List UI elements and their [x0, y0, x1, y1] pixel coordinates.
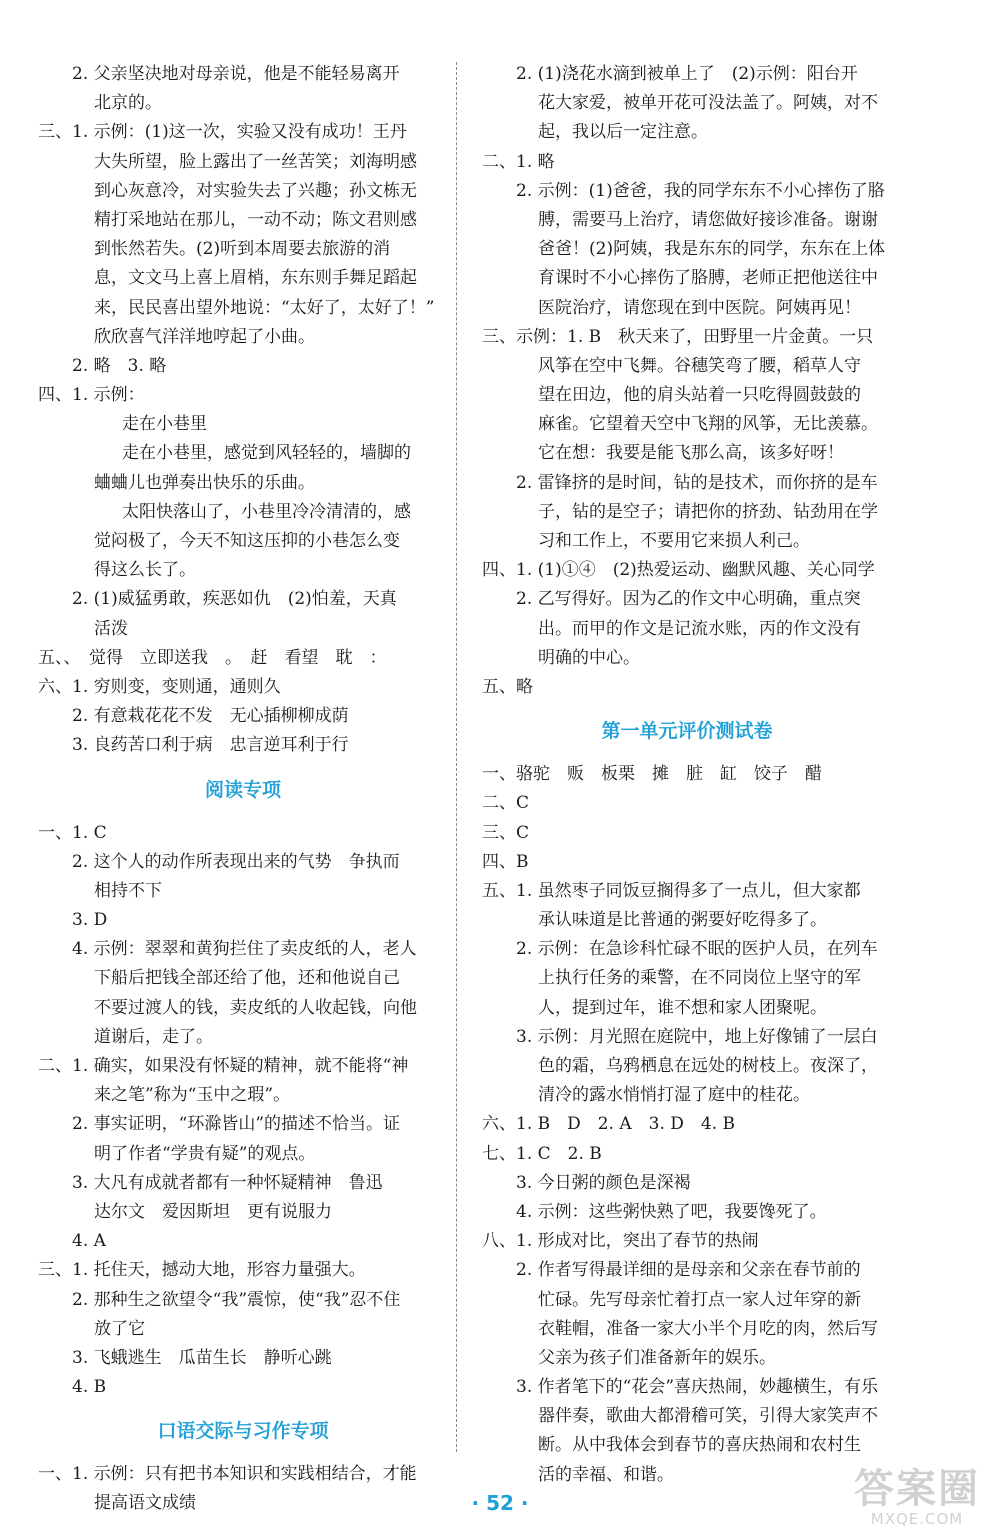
- answer-line: 承认味道是比普通的粥要好吃得多了。: [538, 910, 827, 931]
- answer-line: 来，民民喜出望外地说：“太好了，太好了！”: [94, 297, 435, 318]
- answer-line: 不要过渡人的钱，卖皮纸的人收起钱，向他: [94, 997, 417, 1018]
- answer-line: 一、骆驼 贩 板栗 摊 脏 缸 饺子 醋: [482, 764, 822, 785]
- answer-line: 2. (1)威猛勇敢，疾恶如仇 (2)怕羞，天真: [72, 589, 397, 610]
- answer-line: 2. 作者写得最详细的是母亲和父亲在春节前的: [516, 1260, 861, 1281]
- answer-line: 得这么长了。: [94, 560, 196, 581]
- answer-line: 2. (1)浇花水滴到被单上了 (2)示例：阳台开: [516, 64, 858, 84]
- answer-line: 七、1. C 2. B: [482, 1143, 602, 1164]
- answer-line: 活泼: [94, 618, 128, 639]
- answer-line: 放了它: [94, 1318, 145, 1339]
- answer-line: 来之笔”称为“玉中之瑕”。: [94, 1085, 291, 1106]
- answer-line: 忙碌。先写母亲忙着打点一家人过年穿的新: [538, 1289, 861, 1310]
- answer-line: 4. B: [72, 1377, 107, 1398]
- answer-line: 相持不下: [94, 880, 162, 901]
- answer-line: 色的霜，乌鸦栖息在远处的树枝上。夜深了，: [538, 1056, 878, 1076]
- answer-line: 明了作者“学贵有疑”的观点。: [94, 1143, 316, 1164]
- answer-line: 3. 今日粥的颜色是深褐: [516, 1172, 691, 1193]
- section-heading: 阅读专项: [204, 778, 281, 801]
- answer-line: 六、1. 穷则变，变则通，通则久: [38, 676, 281, 697]
- answer-line: 五、1. 虽然枣子同饭豆搁得多了一点儿，但大家都: [482, 880, 861, 901]
- column-divider: [456, 62, 457, 1452]
- answer-line: 人，提到过年，谁不想和家人团聚呢。: [538, 997, 827, 1018]
- answer-line: 膊，需要马上治疗，请您做好接诊准备。谢谢: [538, 209, 878, 230]
- answer-line: 一、1. C: [38, 822, 107, 843]
- answer-line: 2. 这个人的动作所表现出来的气势 争执而: [72, 851, 400, 872]
- answer-line: 衣鞋帽，准备一家大小半个月吃的肉，然后写: [538, 1318, 878, 1339]
- answer-line: 上执行任务的乘警，在不同岗位上坚守的军: [538, 968, 861, 989]
- answer-line: 清冷的露水悄悄打湿了庭中的桂花。: [538, 1085, 810, 1106]
- answer-line: 活的幸福、和谐。: [538, 1464, 674, 1485]
- answer-line: 4. 示例：翠翠和黄狗拦住了卖皮纸的人，老人: [72, 939, 417, 960]
- answer-line: 北京的。: [94, 93, 162, 114]
- page-number: · 52 ·: [471, 1491, 529, 1515]
- answer-line: 四、1. 示例：: [38, 385, 145, 406]
- answer-line: 4. 示例：这些粥快熟了吧，我要馋死了。: [516, 1201, 827, 1222]
- answer-line: 太阳快落山了，小巷里冷冷清清的，感: [122, 501, 411, 522]
- answer-line: 父亲为孩子们准备新年的娱乐。: [538, 1347, 776, 1368]
- answer-line: 下船后把钱全部还给了他，还和他说自己: [94, 968, 400, 989]
- answer-line: 子，钻的是空子；请把你的挤劲、钻劲用在学: [538, 501, 878, 522]
- answer-line: 3. 示例：月光照在庭院中，地上好像铺了一层白: [516, 1026, 878, 1047]
- answer-line: 三、1. 托住天，撼动大地，形容力量强大。: [38, 1260, 366, 1281]
- answer-line: 3. 良药苦口利于病 忠言逆耳利于行: [72, 735, 349, 756]
- answer-line: 2. 有意栽花花不发 无心插柳柳成荫: [72, 706, 349, 727]
- answer-line: 起，我以后一定注意。: [538, 122, 708, 143]
- answer-line: 2. 略 3. 略: [72, 355, 167, 376]
- answer-line: 走在小巷里，感觉到风轻轻的，墙脚的: [122, 443, 411, 464]
- answer-line: 达尔文 爱因斯坦 更有说服力: [94, 1201, 332, 1222]
- answer-line: 2. 事实证明，“环滁皆山”的描述不恰当。证: [72, 1114, 401, 1135]
- answer-line: 四、B: [482, 851, 529, 872]
- watermark-url: MXQE.COM: [870, 1510, 964, 1528]
- answer-line: 习和工作上，不要用它来损人利己。: [538, 531, 810, 551]
- answer-line: 精打采地站在那儿，一动不动；陈文君则感: [94, 209, 417, 230]
- answer-line: 2. 那种生之欲望令“我”震惊，使“我”忍不住: [72, 1289, 401, 1310]
- answer-line: 三、C: [482, 822, 530, 843]
- answer-line: 4. A: [72, 1231, 106, 1252]
- answer-line: 四、1. (1)①④ (2)热爱运动、幽默风趣、关心同学: [482, 560, 875, 581]
- answer-line: 八、1. 形成对比，突出了春节的热闹: [482, 1231, 759, 1252]
- watermark-logo: [854, 1468, 980, 1528]
- answer-line: 三、示例：1. B 秋天来了，田野里一片金黄。一只: [482, 326, 874, 347]
- answer-line: 提高语文成绩: [94, 1493, 196, 1514]
- answer-line: 蛐蛐儿也弹奏出快乐的乐曲。: [94, 472, 315, 493]
- answer-line: 花大家爱，被单开花可没法盖了。阿姨，对不: [538, 93, 878, 114]
- answer-line: 六、1. B D 2. A 3. D 4. B: [482, 1114, 736, 1135]
- answer-line: 息，文文马上喜上眉梢，东东则手舞足蹈起: [94, 268, 417, 289]
- answer-line: 二、1. 确实，如果没有怀疑的精神，就不能将“神: [38, 1056, 409, 1076]
- answer-line: 爸爸！(2)阿姨，我是东东的同学，东东在上体: [538, 239, 886, 260]
- answer-line: 2. 乙写得好。因为乙的作文中心明确，重点突: [516, 589, 861, 610]
- answer-line: 2. 示例：(1)爸爸，我的同学东东不小心摔伤了胳: [516, 180, 885, 201]
- answer-line: 觉闷极了，今天不知这压抑的小巷怎么变: [94, 531, 400, 551]
- answer-line: 医院治疗，请您现在到中医院。阿姨再见！: [538, 297, 861, 318]
- answer-line: 3. 大凡有成就者都有一种怀疑精神 鲁迅: [72, 1172, 383, 1193]
- answer-line: 3. 飞蛾逃生 瓜苗生长 静听心跳: [72, 1347, 332, 1368]
- answer-line: 断。从中我体会到春节的喜庆热闹和农村生: [538, 1435, 861, 1456]
- answer-line: 出。而甲的作文是记流水账，丙的作文没有: [538, 618, 861, 639]
- answer-line: 3. D: [72, 910, 108, 931]
- answer-line: 三、1. 示例：(1)这一次，实验又没有成功！王丹: [38, 122, 407, 143]
- answer-line: 欣欣喜气洋洋地哼起了小曲。: [94, 326, 315, 347]
- answer-line: 到怅然若失。(2)听到本周要去旅游的消: [94, 239, 391, 260]
- answer-line: 3. 作者笔下的“花会”喜庆热闹，妙趣横生，有乐: [516, 1377, 879, 1398]
- left-column: [38, 60, 448, 1519]
- watermark-logo-text: 答案圈: [854, 1466, 980, 1512]
- answer-line: 大失所望，脸上露出了一丝苦笑；刘海明感: [94, 151, 417, 172]
- section-heading: 口语交际与习作专项: [157, 1420, 329, 1443]
- answer-line: 明确的中心。: [538, 647, 640, 668]
- answer-line: 走在小巷里: [122, 414, 207, 435]
- answer-line: 二、1. 略: [482, 151, 555, 172]
- answer-line: 一、1. 示例：只有把书本知识和实践相结合，才能: [38, 1464, 417, 1485]
- answer-line: 道谢后，走了。: [94, 1026, 213, 1047]
- answer-line: 望在田边，他的肩头站着一只吃得圆鼓鼓的: [538, 385, 861, 406]
- answer-line: 到心灰意冷，对实验失去了兴趣；孙文栋无: [94, 180, 417, 201]
- answer-line: 2. 父亲坚决地对母亲说，他是不能轻易离开: [72, 64, 400, 84]
- answer-line: 二、C: [482, 793, 530, 814]
- answer-line: 育课时不小心摔伤了胳膊，老师正把他送往中: [538, 268, 878, 289]
- answer-line: 风筝在空中飞舞。谷穗笑弯了腰，稻草人守: [538, 355, 861, 376]
- answer-line: 2. 示例：在急诊科忙碌不眠的医护人员，在列车: [516, 939, 878, 960]
- answer-line: 器伴奏，歌曲大都滑稽可笑，引得大家笑声不: [538, 1406, 878, 1427]
- answer-line: 麻雀。它望着天空中飞翔的风筝，无比羡慕。: [538, 414, 878, 435]
- section-heading: 第一单元评价测试卷: [601, 720, 773, 743]
- right-column: [482, 60, 892, 1490]
- answer-line: 它在想：我要是能飞那么高，该多好呀！: [538, 443, 844, 464]
- answer-line: 2. 雷锋挤的是时间，钻的是技术，而你挤的是车: [516, 472, 878, 493]
- answer-line: 五、、 觉得 立即送我 。 赶 看望 耽 ：: [38, 647, 387, 668]
- answer-line: 五、略: [482, 676, 533, 697]
